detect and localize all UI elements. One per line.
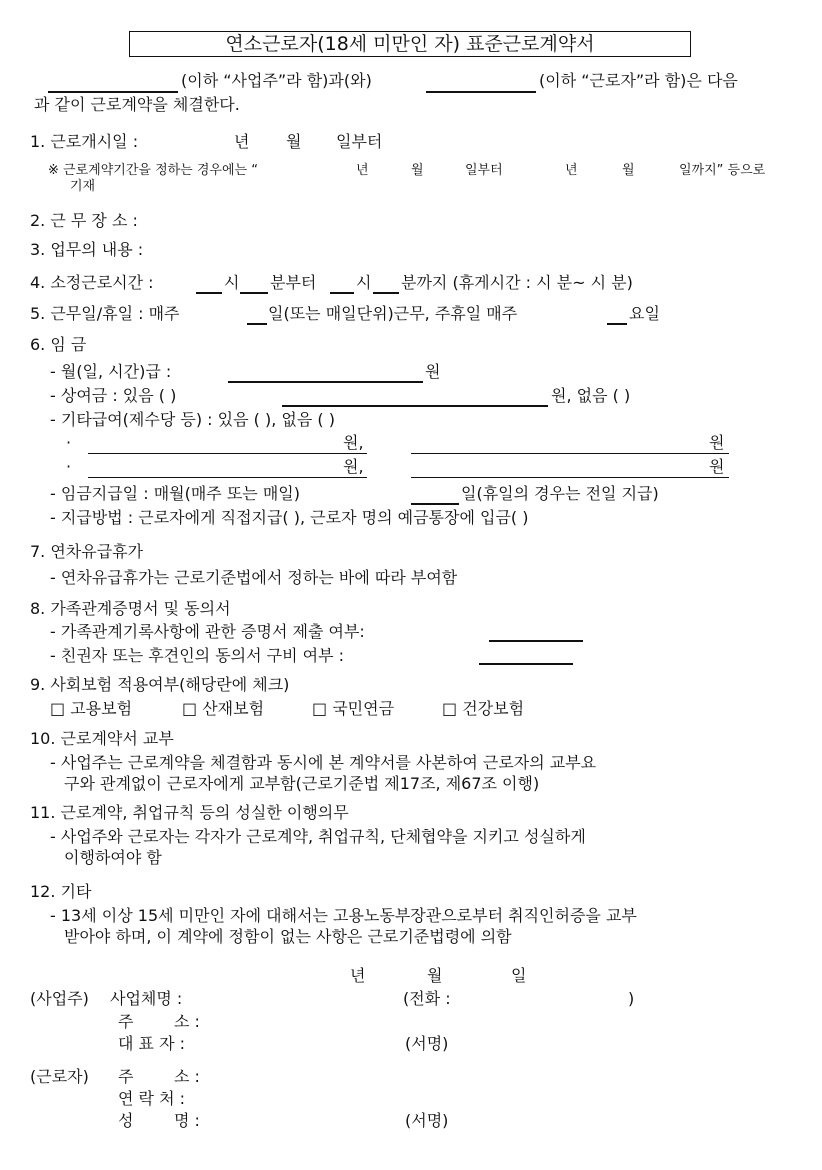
s6-wage: - 월(일, 시간)급 : (50, 362, 172, 381)
document-title: 연소근로자(18세 미만인 자) 표준근로계약서 (225, 33, 595, 55)
representative-label: 대 표 자 : (118, 1034, 186, 1053)
s4-label: 4. 소정근로시간 : (30, 273, 154, 292)
s1-note-year1: 년 (356, 163, 369, 178)
s2-label: 2. 근 무 장 소 : (30, 211, 138, 230)
sign-year: 년 (350, 966, 366, 985)
contact-label: 연 락 처 : (118, 1089, 186, 1108)
intro-employer-ref: (이하 “사업주”라 함)과(와) (181, 71, 372, 90)
s4-start-min-blank[interactable] (240, 292, 268, 294)
s8-label: 8. 가족관계증명서 및 동의서 (30, 599, 231, 618)
employer-addr-ju: 주 (118, 1012, 134, 1031)
wage-blank[interactable] (228, 381, 423, 383)
s6-wage-won: 원 (425, 362, 441, 381)
worker-name-seong: 성 (118, 1111, 134, 1130)
s1-note-day1: 일부터 (465, 163, 503, 178)
worker-blank[interactable] (426, 91, 536, 93)
s6-won-2b: 원 (709, 457, 725, 476)
worker-addr-ju: 주 (118, 1067, 134, 1086)
employer-blank[interactable] (48, 91, 178, 93)
s4-hour1: 시 (224, 273, 240, 292)
s6-won-1a: 원, (343, 433, 364, 452)
s8-a-blank[interactable] (489, 640, 583, 642)
s6-won-1b: 원 (709, 433, 725, 452)
employer-addr-so: 소 : (174, 1012, 200, 1031)
s8-a: - 가족관계기록사항에 관한 증명서 제출 여부: (50, 622, 365, 641)
s4-min-from: 분부터 (270, 273, 317, 292)
s1-note-b: 기재 (70, 179, 96, 194)
worker-name-myeong: 명 : (174, 1111, 200, 1130)
s4-end-min-blank[interactable] (373, 292, 399, 294)
checkbox-industrial-accident[interactable]: □ 산재보험 (182, 699, 265, 718)
s1-day-from: 일부터 (336, 132, 383, 151)
other-blank-1b[interactable] (411, 453, 729, 454)
s7-text: - 연차유급휴가는 근로기준법에서 정하는 바에 따라 부여함 (50, 568, 458, 587)
s10-label: 10. 근로계약서 교부 (30, 729, 174, 748)
s9-item-4: 건강보험 (462, 699, 525, 718)
s9-item-1: 고용보험 (70, 699, 133, 718)
s8-b-blank[interactable] (479, 663, 573, 665)
sign-day: 일 (511, 966, 527, 985)
s11-b: 이행하여야 함 (64, 848, 162, 867)
s6-bonus: - 상여금 : 있음 ( ) (50, 386, 177, 405)
s1-note: ※ 근로계약기간을 정하는 경우에는 “ (48, 163, 258, 178)
s11-a: - 사업주와 근로자는 각자가 근로계약, 취업규칙, 단체협약을 지키고 성실하게 (50, 827, 586, 846)
s6-dot2: · (66, 457, 72, 476)
s1-year: 년 (234, 132, 250, 151)
s5-days-blank[interactable] (247, 323, 267, 325)
s1-note-day2: 일까지” 등으로 (679, 163, 766, 178)
s6-other: - 기타급여(제수당 등) : 있음 ( ), 없음 ( ) (50, 410, 335, 429)
phone-close: ) (628, 989, 635, 1008)
s9-item-2: 산재보험 (202, 699, 265, 718)
s1-month: 월 (286, 132, 302, 151)
s1-note-month1: 월 (411, 163, 424, 178)
s10-a: - 사업주는 근로계약을 체결함과 동시에 본 계약서를 사본하여 근로자의 교부요 (50, 753, 597, 772)
s5-weekday-blank[interactable] (607, 323, 627, 325)
s9-label: 9. 사회보험 적용여부(해당란에 체크) (30, 675, 290, 694)
checkbox-employment-insurance[interactable]: □ 고용보험 (50, 699, 133, 718)
s4-start-hour-blank[interactable] (196, 292, 222, 294)
checkbox-national-pension[interactable]: □ 국민연금 (312, 699, 395, 718)
s1-label: 1. 근로개시일 : (30, 132, 139, 151)
s4-end-hour-blank[interactable] (330, 292, 354, 294)
s3-label: 3. 업무의 내용 : (30, 240, 144, 259)
sign-month: 월 (427, 966, 443, 985)
other-blank-1a[interactable] (88, 453, 367, 454)
employer-heading: (사업주) (30, 989, 89, 1008)
biz-name-label: 사업체명 : (110, 989, 183, 1008)
other-blank-2a[interactable] (88, 477, 367, 478)
s12-label: 12. 기타 (30, 882, 92, 901)
worker-signature[interactable]: (서명) (405, 1111, 449, 1130)
s4-hour2: 시 (356, 273, 372, 292)
checkbox-health-insurance[interactable]: □ 건강보험 (442, 699, 525, 718)
s5-weekday: 요일 (629, 304, 660, 323)
employer-signature[interactable]: (서명) (405, 1034, 449, 1053)
s7-label: 7. 연차유급휴가 (30, 542, 144, 561)
other-blank-2b[interactable] (411, 477, 729, 478)
s6-method: - 지급방법 : 근로자에게 직접지급( ), 근로자 명의 예금통장에 입금( ) (50, 508, 529, 527)
bonus-blank[interactable] (282, 405, 548, 407)
s9-item-3: 국민연금 (332, 699, 395, 718)
s1-note-month2: 월 (622, 163, 635, 178)
s6-dot1: · (66, 433, 72, 452)
s6-label: 6. 임 금 (30, 335, 87, 354)
s6-payday-tail: 일(휴일의 경우는 전일 지급) (461, 484, 659, 503)
payday-blank[interactable] (411, 503, 459, 505)
s12-b: 받아야 하며, 이 계약에 정함이 없는 사항은 근로기준법령에 의함 (64, 927, 512, 946)
s6-bonus-tail: 원, 없음 ( ) (551, 386, 631, 405)
s5-label: 5. 근무일/휴일 : 매주 (30, 304, 180, 323)
s8-b: - 친권자 또는 후견인의 동의서 구비 여부 : (50, 646, 345, 665)
phone-label: (전화 : (403, 989, 451, 1008)
s12-a: - 13세 이상 15세 미만인 자에 대해서는 고용노동부장관으로부터 취직인허증을 교부 (50, 906, 637, 925)
s4-min-until: 분까지 (휴게시간 : 시 분~ 시 분) (401, 273, 633, 292)
worker-heading: (근로자) (30, 1067, 89, 1086)
s6-payday: - 임금지급일 : 매월(매주 또는 매일) (50, 484, 301, 503)
intro-line2: 과 같이 근로계약을 체결한다. (34, 95, 240, 114)
s6-won-2a: 원, (343, 457, 364, 476)
s11-label: 11. 근로계약, 취업규칙 등의 성실한 이행의무 (30, 803, 349, 822)
s10-b: 구와 관계없이 근로자에게 교부함(근로기준법 제17조, 제67조 이행) (64, 774, 540, 793)
worker-addr-so: 소 : (174, 1067, 200, 1086)
s5-days-text: 일(또는 매일단위)근무, 주휴일 매주 (268, 304, 518, 323)
s1-note-year2: 년 (565, 163, 578, 178)
intro-worker-ref: (이하 “근로자”라 함)은 다음 (539, 71, 738, 90)
